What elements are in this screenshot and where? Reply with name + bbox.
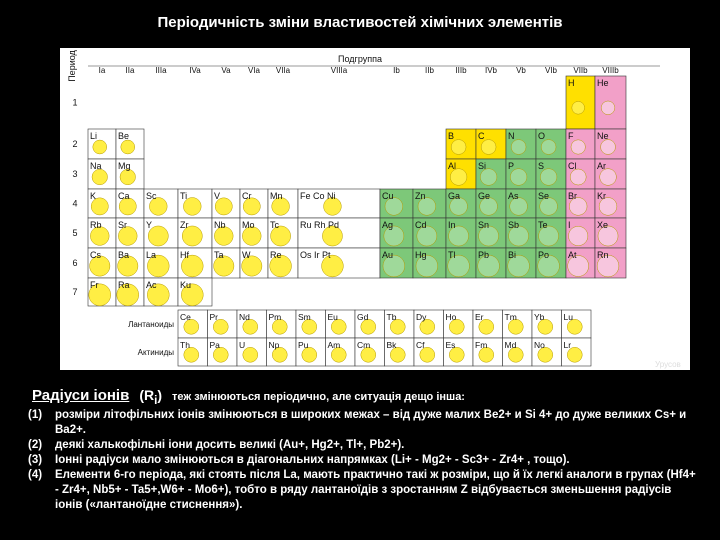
- ion-radius-ball: [541, 140, 556, 155]
- element-symbol: Pb: [478, 250, 490, 260]
- group-header-label: VIIIa: [330, 66, 348, 75]
- subgroup-axis-label: Подгруппа: [338, 54, 382, 64]
- point-text: розміри літофільних іонів змінюються в широких межах – від дуже малих Be2+ и Si 4+ до дуже великих Cs+ и Ba2+.: [55, 409, 687, 436]
- element-symbol: Ca: [118, 191, 130, 201]
- ion-radius-ball: [601, 140, 616, 155]
- element-symbol: H: [568, 78, 575, 88]
- ion-radius-ball: [571, 140, 585, 154]
- period-number-label: 4: [72, 198, 78, 209]
- element-symbol: Os Ir Pt: [300, 250, 331, 260]
- element-symbol: V: [214, 191, 221, 201]
- element-symbol: No: [534, 340, 545, 350]
- element-symbol: Nb: [214, 220, 226, 230]
- ion-radius-ball: [568, 226, 587, 245]
- ion-radius-ball: [600, 169, 617, 186]
- element-symbol: Cl: [568, 161, 577, 171]
- period-number-label: 6: [72, 258, 78, 268]
- element-symbol: Gd: [357, 312, 369, 322]
- point-item: [28, 453, 698, 468]
- ion-radius-ball: [121, 140, 135, 154]
- group-header-label: VIIa: [275, 66, 291, 75]
- ion-radius-ball: [601, 101, 615, 115]
- element-symbol: Ho: [445, 312, 457, 322]
- heading-symbol-sub: i: [154, 393, 158, 407]
- element-symbol: Tb: [386, 312, 397, 322]
- element-symbol: Fr: [90, 280, 99, 290]
- element-symbol: Si: [478, 161, 487, 171]
- element-symbol: Te: [538, 220, 548, 230]
- element-symbol: Mg: [118, 161, 131, 171]
- element-symbol: Th: [180, 340, 190, 350]
- element-symbol: Ru Rh Pd: [300, 220, 340, 230]
- heading-symbol-main: (R: [139, 387, 155, 403]
- points-list: [28, 408, 698, 513]
- element-symbol: Dy: [416, 312, 427, 322]
- element-symbol: Ta: [214, 250, 224, 260]
- image-credit: Урусов: [655, 360, 681, 369]
- group-header-label: VIa: [247, 66, 261, 75]
- point-text: Іонні радіуси мало змінюються в діагональних напрямках (Li+ - Mg2+ - Sc3+ - Zr4+ , тощо).: [55, 454, 570, 466]
- element-symbol: C: [478, 131, 485, 141]
- ion-radius-ball: [93, 140, 107, 154]
- element-symbol: K: [90, 191, 97, 201]
- element-symbol: Cs: [90, 250, 101, 260]
- element-symbol: O: [538, 131, 546, 141]
- element-symbol: He: [597, 78, 609, 88]
- element-symbol: Al: [448, 161, 457, 171]
- group-header-label: Ib: [393, 66, 400, 75]
- element-symbol: Tl: [448, 250, 456, 260]
- element-symbol: F: [568, 131, 574, 141]
- period-number-label: 7: [72, 287, 78, 297]
- element-symbol: Ne: [597, 131, 609, 141]
- element-symbol: Er: [475, 312, 484, 322]
- ion-radius-ball: [570, 169, 586, 185]
- slide-title: Періодичність зміни властивостей хімічних элементів: [157, 14, 563, 31]
- element-symbol: Yb: [534, 312, 545, 322]
- ion-radius-ball: [510, 169, 527, 186]
- element-symbol: In: [448, 220, 456, 230]
- element-symbol: Sr: [118, 220, 127, 230]
- point-number: (4): [28, 469, 43, 481]
- point-item: [28, 438, 698, 453]
- element-symbol: At: [568, 250, 577, 260]
- ion-radius-ball: [481, 140, 496, 155]
- element-symbol: Nd: [239, 312, 250, 322]
- element-symbol: Ge: [478, 191, 491, 201]
- heading-ionic-radii: Радіуси іонів: [32, 387, 130, 404]
- element-symbol: S: [538, 161, 545, 171]
- element-symbol: Rb: [90, 220, 102, 230]
- element-symbol: Ku: [180, 280, 192, 290]
- ion-radius-ball: [572, 101, 585, 114]
- element-symbol: Hg: [415, 250, 427, 260]
- heading-rest: теж змінюються періодично, але ситуація дещо інша:: [172, 391, 465, 403]
- element-symbol: Tc: [270, 220, 279, 230]
- group-header-label: IVb: [484, 66, 498, 75]
- element-symbol: Cr: [242, 191, 252, 201]
- group-header-label: IIb: [425, 66, 434, 75]
- ion-radius-ball: [120, 169, 136, 185]
- element-symbol: Ga: [448, 191, 461, 201]
- element-symbol: Mn: [270, 191, 283, 201]
- element-symbol: Lr: [563, 340, 572, 350]
- element-symbol: Pa: [209, 340, 220, 350]
- point-number: (3): [28, 454, 43, 466]
- ion-radius-ball: [480, 169, 497, 186]
- group-header-label: VIIb: [573, 66, 588, 75]
- group-header-label: IVa: [189, 66, 201, 75]
- element-symbol: I: [568, 220, 571, 230]
- point-text: Елементи 6-го періода, які стоять після La, мають практично такі ж розміри, що й їх легкі аналоги в групах (Hf4+ - Zr4+, Nb5+ - Ta5+,W6+ - Mo6+), тобто в ряду лантаноїдів з зростанням Z відбувається зменьшення радіусів іонів («лантаноїдне стиснення»).: [55, 469, 696, 511]
- element-symbol: Li: [90, 131, 98, 141]
- point-item: [28, 408, 698, 438]
- ion-radius-ball: [540, 169, 557, 186]
- element-symbol: Fe Co Ni: [300, 191, 336, 201]
- group-header-label: VIIIb: [602, 66, 619, 75]
- element-symbol: Ba: [118, 250, 130, 260]
- element-symbol: Ce: [180, 312, 191, 322]
- element-symbol: Tm: [504, 312, 517, 322]
- group-header-label: IIIa: [155, 66, 167, 75]
- ion-radius-ball: [511, 140, 526, 155]
- element-symbol: Ag: [382, 220, 394, 230]
- element-symbol: Hf: [180, 250, 189, 260]
- element-symbol: Mo: [242, 220, 255, 230]
- point-number: (2): [28, 439, 43, 451]
- element-symbol: Sm: [298, 312, 311, 322]
- element-symbol: Pu: [298, 340, 309, 350]
- element-symbol: Sc: [146, 191, 157, 201]
- group-header-label: Vb: [516, 66, 526, 75]
- group-header-label: Ia: [98, 66, 106, 75]
- element-symbol: Br: [568, 191, 577, 201]
- element-symbol: Ti: [180, 191, 188, 201]
- group-header-label: IIIb: [455, 66, 467, 75]
- element-symbol: Ra: [118, 280, 130, 290]
- element-symbol: Na: [90, 161, 102, 171]
- ion-radius-ball: [451, 140, 466, 155]
- actinide-row-label: Актиниды: [137, 348, 174, 357]
- element-symbol: Sn: [478, 220, 490, 230]
- element-symbol: B: [448, 131, 455, 141]
- point-item: [28, 468, 698, 513]
- section-heading: [32, 387, 465, 407]
- element-symbol: Lu: [563, 312, 573, 322]
- element-symbol: As: [508, 191, 519, 201]
- heading-symbol-close: ): [157, 387, 163, 403]
- point-number: (1): [28, 409, 43, 421]
- element-symbol: Y: [146, 220, 153, 230]
- element-symbol: Se: [538, 191, 550, 201]
- element-symbol: La: [146, 250, 157, 260]
- point-text: деякі халькофільні іони досить великі (Au+, Hg2+, Tl+, Pb2+).: [55, 439, 405, 451]
- element-symbol: Cf: [416, 340, 425, 350]
- element-symbol: N: [508, 131, 515, 141]
- element-symbol: Cm: [357, 340, 371, 350]
- element-symbol: Kr: [597, 191, 606, 201]
- element-symbol: Cd: [415, 220, 427, 230]
- element-symbol: Ac: [146, 280, 157, 290]
- group-header-label: IIa: [125, 66, 135, 75]
- element-symbol: W: [242, 250, 251, 260]
- element-symbol: Au: [382, 250, 394, 260]
- element-symbol: Cu: [382, 191, 394, 201]
- element-symbol: Ar: [597, 161, 606, 171]
- element-symbol: Bk: [386, 340, 397, 350]
- element-symbol: Be: [118, 131, 130, 141]
- element-symbol: Sb: [508, 220, 520, 230]
- period-number-label: 1: [72, 97, 78, 108]
- group-header-label: VIb: [544, 66, 558, 75]
- element-symbol: Xe: [597, 220, 609, 230]
- ion-radius-ball: [92, 169, 108, 185]
- element-symbol: Rn: [597, 250, 609, 260]
- element-symbol: Re: [270, 250, 282, 260]
- element-symbol: Zr: [180, 220, 189, 230]
- element-symbol: Es: [445, 340, 456, 350]
- element-symbol: Pr: [209, 312, 218, 322]
- lanthanide-row-label: Лантаноиды: [128, 320, 174, 329]
- heading-symbol: [139, 387, 163, 407]
- period-number-label: 3: [72, 169, 78, 179]
- element-symbol: Np: [268, 340, 280, 350]
- period-number-label: 5: [72, 228, 78, 238]
- element-symbol: Zn: [415, 191, 426, 201]
- element-symbol: Fm: [475, 340, 488, 350]
- element-symbol: Po: [538, 250, 550, 260]
- group-header-label: Va: [221, 66, 231, 75]
- element-symbol: U: [239, 340, 246, 350]
- element-symbol: P: [508, 161, 515, 171]
- element-symbol: Eu: [327, 312, 338, 322]
- periodic-table-svg: [60, 48, 690, 370]
- ion-radius-ball: [450, 169, 467, 186]
- period-number-label: 2: [72, 139, 78, 149]
- element-symbol: Pm: [268, 312, 282, 322]
- element-symbol: Am: [327, 340, 341, 350]
- element-symbol: Bi: [508, 250, 517, 260]
- periodic-table-figure: [60, 48, 690, 370]
- element-symbol: Md: [504, 340, 517, 350]
- period-axis-label: Период: [67, 50, 77, 82]
